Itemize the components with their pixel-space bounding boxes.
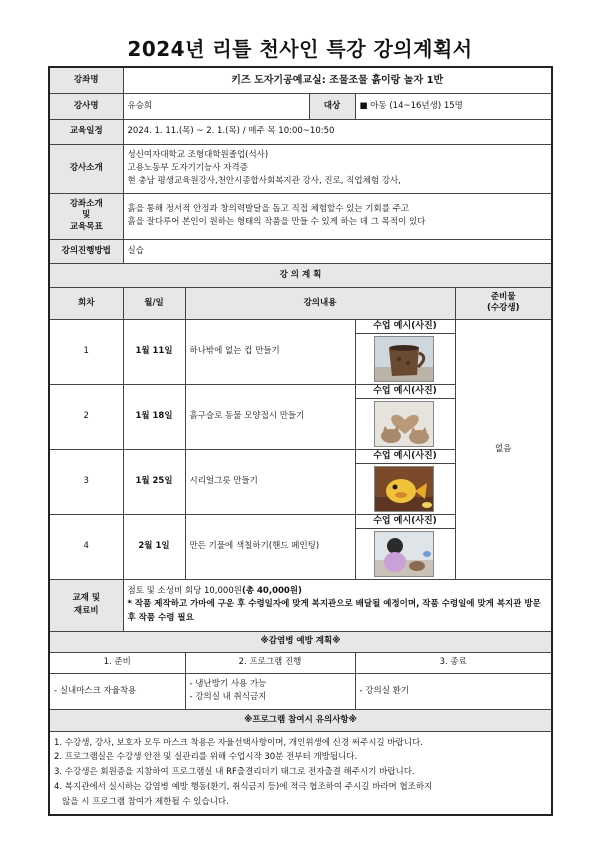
col-content: 강의내용 <box>185 287 455 319</box>
session-no: 1 <box>49 319 123 384</box>
bio-line: 현 충남 평생교육원강사,천안시종합사회복지관 강사, 진로, 직업체험 강사, <box>127 175 401 186</box>
notice-item: 3. 수강생은 회원증을 지참하여 프로그램실 내 RF출결리더기 태그로 전자출결 해주시기 바랍니다. <box>54 767 415 778</box>
notice-item: 1. 수강생, 강사, 보호자 모두 마스크 착용은 자율선택사항이며, 개인위생에 신경 써주시길 바랍니다. <box>54 737 423 748</box>
col-supplies-line: 준비물 <box>490 291 516 302</box>
infection-col-prep: 1. 준비 <box>49 652 185 673</box>
col-no: 회차 <box>49 287 123 319</box>
photo-caption: 수업 예시(사진) <box>356 450 455 464</box>
photo-caption: 수업 예시(사진) <box>356 515 455 529</box>
photo-caption: 수업 예시(사진) <box>356 320 455 334</box>
session-no: 4 <box>49 514 123 579</box>
photo-caption: 수업 예시(사진) <box>356 385 455 399</box>
fish-bowl-photo <box>374 466 434 512</box>
schedule-value: 2024. 1. 11.(목) ~ 2. 1.(목) / 매주 목 10:00~10:50 <box>123 119 552 144</box>
bio-text <box>123 144 552 193</box>
supplies-value: 없음 <box>455 319 552 579</box>
materials-text <box>123 579 552 631</box>
session-content: 흙구슬로 동물 모양접시 만들기 <box>185 384 355 449</box>
goals-label <box>49 193 123 239</box>
goals-label-line: 강좌소개 <box>69 198 103 209</box>
clay-mug-photo <box>374 336 434 382</box>
materials-note: * 작품 제작하고 가마에 구운 후 수령일자에 맞게 복지관으로 배달될 예정이며, 작품 수령일에 맞게 복지관 방문 후 작품 수령 필요 <box>127 599 541 623</box>
session-photo-cell <box>355 384 455 449</box>
infection-progress-line: - 냉난방기 사용 가능 <box>189 679 267 690</box>
materials-line-1 <box>128 585 548 598</box>
session-no: 3 <box>49 449 123 514</box>
course-label: 강좌명 <box>49 67 123 93</box>
schedule-label: 교육일정 <box>49 119 123 144</box>
session-date: 1월 11일 <box>123 319 185 384</box>
col-supplies-line: (수강생) <box>487 303 520 313</box>
infection-progress-line: - 강의실 내 취식금지 <box>189 692 267 702</box>
notice-header: ※프로그램 참여시 유의사항※ <box>49 709 552 731</box>
materials-label <box>49 579 123 631</box>
col-supplies <box>455 287 552 319</box>
painting-class-photo <box>374 531 434 577</box>
target-label: 대상 <box>309 93 355 119</box>
session-photo-cell <box>355 449 455 514</box>
plan-header: 강 의 계 획 <box>49 263 552 287</box>
notice-item: 4. 복지관에서 실시하는 감염병 예방 행동(환기, 취식금지 등)에 적극 협조하여 주시길 바라며 협조하지 <box>54 782 433 793</box>
clay-plates-photo <box>374 401 434 447</box>
bio-label: 강사소개 <box>49 144 123 193</box>
session-content: 만든 기물에 색칠하기(핸드 페인팅) <box>185 514 355 579</box>
notice-item: 2. 프로그램실은 수강생 안전 및 실관리를 위해 수업시작 30분 전부터 개방됩니다. <box>54 752 358 763</box>
session-photo-cell <box>355 319 455 384</box>
session-content: 하나밖에 없는 컵 만들기 <box>185 319 355 384</box>
goals-text <box>123 193 552 239</box>
method-label: 강의진행방법 <box>49 239 123 263</box>
materials-fee: 점토 및 소성비 회당 10,000원 <box>127 586 242 597</box>
target-value: ■ 아동 (14~16년생) 15명 <box>355 93 552 119</box>
infection-end: - 강의실 환기 <box>355 673 552 709</box>
document-title: 2024년 리틀 천사인 특강 강의계획서 <box>127 37 473 61</box>
session-row <box>49 319 552 384</box>
infection-progress <box>185 673 355 709</box>
infection-col-end: 3. 종료 <box>355 652 552 673</box>
goals-label-line: 및 <box>82 210 91 221</box>
session-content: 시리얼그릇 만들기 <box>185 449 355 514</box>
infection-prep: - 실내마스크 자율착용 <box>49 673 185 709</box>
instructor-label: 강사명 <box>49 93 123 119</box>
course-name: 키즈 도자기공예교실: 조물조물 흙이랑 놀자 1반 <box>123 67 552 93</box>
session-date: 2월 1일 <box>123 514 185 579</box>
col-date: 월/일 <box>123 287 185 319</box>
infection-header: ※감염병 예방 계획※ <box>49 631 552 652</box>
materials-total: (총 40,000원) <box>241 586 302 597</box>
session-no: 2 <box>49 384 123 449</box>
instructor-name: 유승희 <box>123 93 309 119</box>
session-photo-cell <box>355 514 455 579</box>
goals-label-line: 교육목표 <box>69 221 103 232</box>
infection-col-progress: 2. 프로그램 진행 <box>185 652 355 673</box>
method-value: 실습 <box>123 239 552 263</box>
materials-label-line: 교재 및 <box>72 593 101 604</box>
goals-line: 흙을 통해 정서적 안정과 창의력발달을 돕고 직접 체험할수 있는 기회를 주고 <box>127 204 410 215</box>
goals-line: 흙을 잘다루어 본인이 원하는 형태의 작품을 만들 수 있게 하는 데 그 목적이 있다 <box>127 217 426 227</box>
session-date: 1월 18일 <box>123 384 185 449</box>
notice-item: 않을 시 프로그램 참여가 제한될 수 있습니다. <box>54 797 229 808</box>
bio-line: 고용노동부 도자기기능사 자격증 <box>127 163 248 174</box>
materials-label-line: 재료비 <box>73 606 99 616</box>
notice-list <box>49 731 552 815</box>
session-date: 1월 25일 <box>123 449 185 514</box>
bio-line: 성신여자대학교 조형대학원졸업(석사) <box>127 150 269 161</box>
lecture-plan-table <box>48 66 553 816</box>
